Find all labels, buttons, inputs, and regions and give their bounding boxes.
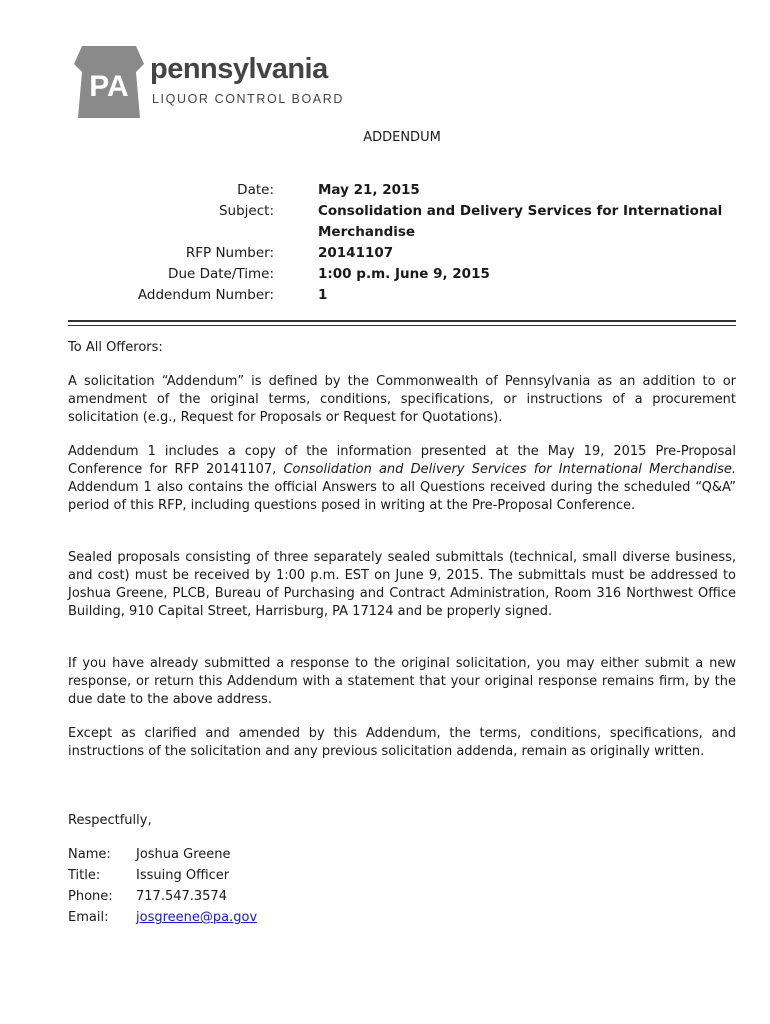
paragraph-addendum-contents xyxy=(68,443,745,515)
email-value-wrapper xyxy=(136,910,257,925)
email-link[interactable]: josgreene@pa.gov xyxy=(136,910,258,925)
due-date-value: 1:00 p.m. June 9, 2015 xyxy=(318,266,490,282)
paragraph-already-submitted: If you have already submitted a response to the original solicitation, you may either submit a new response, or return this Addendum with a statement that your original response remains firm, by the due date to the above address. xyxy=(68,656,736,707)
keystone-badge-icon xyxy=(74,46,144,118)
name-label: Name: xyxy=(68,847,111,862)
p2-text-b: Addendum 1 also contains the official Answers to all Questions received during the scheduled “Q&A” period of this RFP, including questions posed in writing at the Pre-Proposal Conference. xyxy=(68,462,745,513)
badge-text: PA xyxy=(89,70,129,103)
header-divider-thin xyxy=(68,325,736,326)
email-label: Email: xyxy=(68,910,109,925)
header-divider-thick xyxy=(68,320,736,322)
rfp-number-value: 20141107 xyxy=(318,245,394,261)
phone-value: 717.547.3574 xyxy=(136,889,227,904)
subject-label: Subject: xyxy=(218,203,274,219)
subject-value-line2: Merchandise xyxy=(318,224,416,240)
due-date-label: Due Date/Time: xyxy=(168,266,274,282)
title-label: Title: xyxy=(68,868,101,883)
document-title: ADDENDUM xyxy=(363,130,441,145)
date-value: May 21, 2015 xyxy=(318,182,420,198)
paragraph-definition: A solicitation “Addendum” is defined by the Commonwealth of Pennsylvania as an addition to or amendment of the original terms, conditions, specifications, or instructions of a procurement solicitation (e.g., Request for Proposals or Request for Quotations). xyxy=(68,374,736,425)
logo-wordmark: pennsylvania xyxy=(150,53,328,85)
logo-subtitle: LIQUOR CONTROL BOARD xyxy=(152,92,344,106)
addendum-number-label: Addendum Number: xyxy=(137,287,274,303)
closing: Respectfully, xyxy=(68,813,152,828)
addendum-number-value: 1 xyxy=(318,287,328,303)
paragraph-except-clarified: Except as clarified and amended by this Addendum, the terms, conditions, specifications, and instructions of the solicitation and any previous solicitation addenda, remain as originally written. xyxy=(68,726,736,759)
name-value: Joshua Greene xyxy=(136,847,231,862)
rfp-number-label: RFP Number: xyxy=(185,245,274,261)
phone-label: Phone: xyxy=(68,889,113,904)
salutation: To All Offerors: xyxy=(68,340,163,355)
p2-text-a: Addendum 1 includes a copy of the information presented at the May 19, 2015 Pre-Proposal Conference for RFP 20141107, xyxy=(68,444,736,477)
subject-value-line1: Consolidation and Delivery Services for International xyxy=(318,203,723,219)
title-value: Issuing Officer xyxy=(136,868,230,883)
plcb-logo xyxy=(74,46,354,118)
paragraph-sealed-proposals: Sealed proposals consisting of three separately sealed submittals (technical, small diverse business, and cost) must be received by 1:00 p.m. EST on June 9, 2015. The submittals must be addressed to Joshua Greene, PLCB, Bureau of Purchasing and Contract Administration, Room 316 Northwest Office Building, 910 Capital Street, Harrisburg, PA 17124 and be properly signed. xyxy=(68,550,736,619)
p2-rfp-title: Consolidation and Delivery Services for International Merchandise. xyxy=(283,462,737,477)
date-label: Date: xyxy=(237,182,274,198)
